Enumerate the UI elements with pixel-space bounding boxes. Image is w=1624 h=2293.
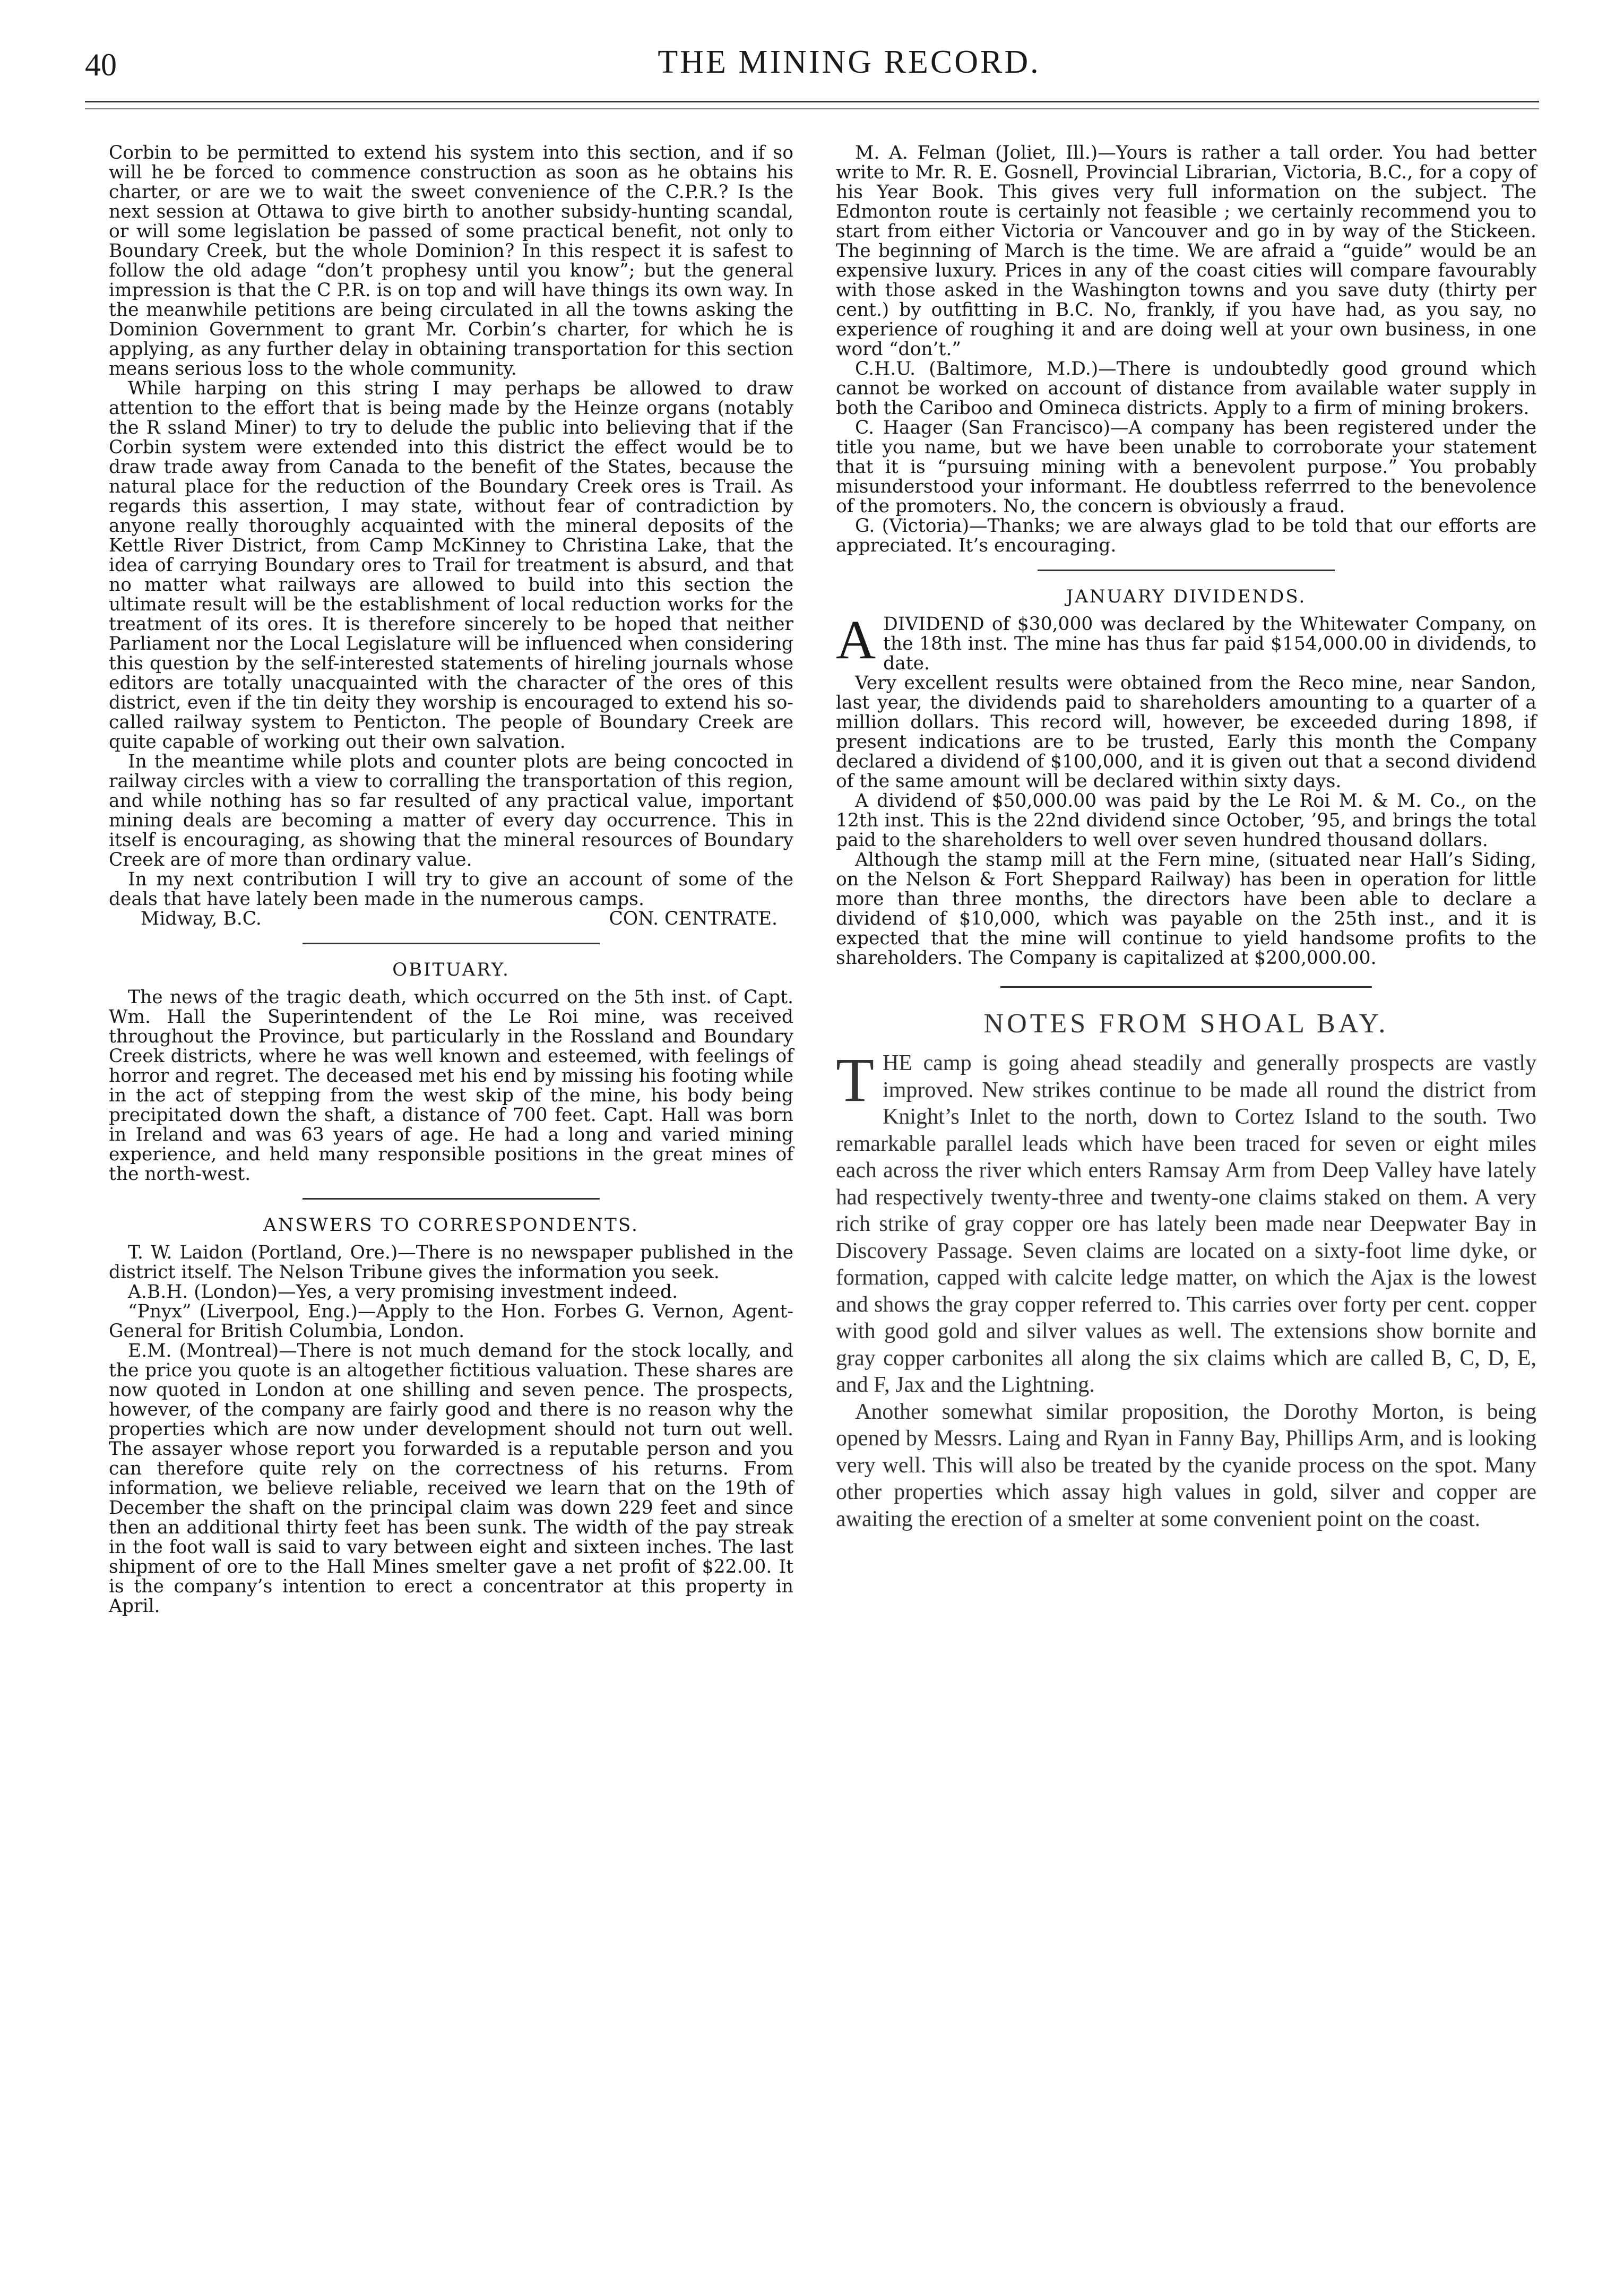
shoal-bay-lead-paragraph (836, 1045, 1536, 1399)
answer-paragraph: “Pnyx” (Liverpool, Eng.)—Apply to the Hon. Forbes G. Vernon, Agent-General for British Columbia, London. (109, 1301, 793, 1342)
answer-paragraph: E.M. (Montreal)—There is not much demand for the stock locally, and the price you quote is an altogether fictitious valuation. These shares are now quoted in London at one shilling and seven pence. The prospects, however, of the company are fairly good and there is no reason why the properties which are now under development should not turn out well. The assayer whose report you forwarded is a reputable person and you can therefore quite rely on the correctness of his returns. From information, we believe reliable, received we learn that on the 19th of December the shaft on the principal claim was down 229 feet and since then an additional thirty feet has been sunk. The width of the pay streak in the foot wall is said to vary between eight and sixteen inches. The last shipment of ore to the Hall Mines smelter gave a net profit of $22.00. It is the company’s intention to erect a concentrator at this property in April. (109, 1340, 793, 1617)
letter-signoff (109, 909, 793, 929)
letter-signature: CON. CENTRATE. (609, 908, 778, 929)
dividends-drop-cap: A (836, 609, 876, 670)
answer-paragraph: A.B.H. (London)—Yes, a very promising investment indeed. (128, 1281, 678, 1303)
dividends-lead-paragraph (836, 609, 1536, 674)
answer-paragraph: C. Haager (San Francisco)—A company has been registered under the title you name, but we have been unable to corroborate your statement that it is “pursuing mining with a benevolent purpose.” You probably misunderstood your informant. He doubtless referrred to the benevolence of the promoters. No, the concern is obviously a fraud. (836, 417, 1536, 517)
obituary-paragraph: The news of the tragic death, which occurred on the 5th inst. of Capt. Wm. Hall the Superintendent of the Le Roi mine, was received throughout the Province, but particularly in the Rossland and Boundary Creek districts, where he was well known and esteemed, with feelings of horror and regret. The deceased met his end by missing his footing while in the act of stepping from the west skip of the mine, his body being precipitated down the shaft, a distance of 700 feet. Capt. Hall was born in Ireland and was 63 years of age. He had a long and varied mining experience, and held many responsible positions in the great mines of the north-west. (109, 987, 793, 1185)
shoal-bay-title: NOTES FROM SHOAL BAY. (983, 1008, 1389, 1039)
letter-paragraph: While harping on this string I may perhaps be allowed to draw attention to the effort that is being made by the Heinze organs (notably the R ssland Miner) to try to delude the public into believing that if the Corbin system were extended into this district the effect would be to draw trade away from Canada to the benefit of the States, because the natural place for the reduction of the Boundary Creek ores is Trail. As regards this assertion, I may state, without fear of contradiction by anyone really thoroughly acquainted with the mineral deposits of the Kettle River District, from Camp McKinney to Christina Lake, that the idea of carrying Boundary ores to Trail for treatment is absurd, and that no matter what railways are allowed to build into this section the ultimate result will be the establishment of local reduction works for the treatment of its ores. It is therefore sincerely to be hoped that neither Parliament nor the Local Legislature will be influenced when considering this question by the self-interested statements of hireling journals whose editors are totally unacquainted with the character of the ores of this district, even if the tin deity they worship is encouraged to extend his so-called railway system to Penticton. The people of Boundary Creek are quite capable of working out their own salvation. (109, 378, 793, 753)
journal-title: THE MINING RECORD. (658, 44, 1041, 80)
header-rule-top (85, 101, 1539, 102)
shoal-bay-paragraph: Another somewhat similar proposition, the Dorothy Morton, is being opened by Messrs. Laing and Ryan in Fanny Bay, Phillips Arm, and is looking very well. This will also be treated by the cyanide process on the spot. Many other properties which assay high values in gold, silver and copper are awaiting the erection of a smelter at some convenient point on the coast. (836, 1399, 1536, 1531)
shoal-bay-lead-text: HE camp is going ahead steadily and generally prospects are vastly improved. New strikes continue to be made all round the district from Knight’s Inlet to the north, down to Cortez Island to the south. Two remarkable parallel leads which have been traced for seven or eight miles each across the river which enters Ramsay Arm from Deep Valley have lately had respectively twenty-three and twenty-one claims staked on them. A very rich strike of gray copper ore has lately been made near Deepwater Bay in Discovery Passage. Seven claims are located on a sixty-foot lime dyke, or formation, capped with calcite ledge matter, on which the Ajax is the lowest and shows the gray copper referred to. This carries over forty per cent. copper with good gold and silver values as well. The extensions show bornite and gray copper carbonites all along the six claims which are called B, C, D, E, and F, Jax and the Lightning. (836, 1051, 1536, 1397)
dividends-paragraph: A dividend of $50,000.00 was paid by the Le Roi M. & M. Co., on the 12th inst. This is the 22nd dividend since October, ’95, and brings the total paid to the shareholders to well over seven hundred thousand dollars. (836, 790, 1536, 851)
right-column (836, 143, 1536, 1532)
section-divider (1000, 986, 1372, 988)
left-column (109, 143, 793, 1616)
dividends-lead-text: DIVIDEND of $30,000 was declared by the Whitewater Company, on the 18th inst. The mine has thus far paid $154,000.00 in dividends, to date. (883, 614, 1536, 674)
dividends-paragraph: Very excellent results were obtained from the Reco mine, near Sandon, last year, the dividends paid to shareholders amounting to a quarter of a million dollars. This record will, however, be exceeded during 1898, if present indications are to be trusted, Early this month the Company declared a dividend of $100,000, and it is given out that a second dividend of the same amount will be declared within sixty days. (836, 673, 1536, 792)
dividends-section (836, 586, 1536, 968)
letter-article (109, 143, 793, 929)
obituary-section (109, 959, 793, 1184)
letter-paragraph: In my next contribution I will try to give an account of some of the deals that have lately been made in the numerous camps. (109, 869, 793, 910)
dividends-paragraph: Although the stamp mill at the Fern mine, (situated near Hall’s Siding, on the Nelson & Fort Sheppard Railway) has been in operation for little more than three months, the directors have been able to declare a dividend of $10,000, which was payable on the 25th inst., and it is expected that the mine will continue to yield handsome profits to the shareholders. The Company is capitalized at $200,000.00. (836, 849, 1536, 969)
dividends-title: JANUARY DIVIDENDS. (1066, 586, 1307, 607)
letter-paragraph: In the meantime while plots and counter plots are being concocted in railway circles with a view to corralling the transportation of this region, and while nothing has so far resulted of any practical value, important mining deals are becoming a matter of every day occurrence. This in itself is encouraging, as showing that the mineral resources of Boundary Creek are of more than ordinary value. (109, 751, 793, 870)
shoal-bay-drop-cap: T (836, 1045, 875, 1115)
obituary-title: OBITUARY. (392, 959, 510, 980)
page-number: 40 (85, 47, 117, 82)
shoal-bay-section (836, 1008, 1536, 1532)
answers-section (109, 1214, 793, 1616)
section-divider (303, 1198, 600, 1200)
answer-paragraph: C.H.U. (Baltimore, M.D.)—There is undoubtedly good ground which cannot be worked on account of distance from available water supply in both the Cariboo and Omineca districts. Apply to a firm of mining brokers. (836, 358, 1536, 419)
letter-paragraph: Corbin to be permitted to extend his system into this section, and if so will he be forced to commence construction as soon as he obtains his charter, or are we to wait the sweet convenience of the C.P.R.? Is the next session at Ottawa to give birth to another subsidy-hunting scandal, or will some legislation be passed of some practical benefit, not only to Boundary Creek, but the whole Dominion? In this respect it is safest to follow the old adage “don’t prophesy until you know”; but the general impression is that the C P.R. is on top and will have things its own way. In the meanwhile petitions are being circulated in all the towns asking the Dominion Government to grant Mr. Corbin’s charter, for which he is applying, as any further delay in obtaining transportation for this section means serious loss to the whole community. (109, 142, 793, 380)
answers-title: ANSWERS TO CORRESPONDENTS. (263, 1214, 639, 1236)
answer-paragraph: G. (Victoria)—Thanks; we are always glad to be told that our efforts are appreciated. It’s encouraging. (836, 515, 1536, 556)
answer-paragraph: M. A. Felman (Joliet, Ill.)—Yours is rather a tall order. You had better write to Mr. R. E. Gosnell, Provincial Librarian, Victoria, B.C., for a copy of his Year Book. This gives very full information on the subject. The Edmonton route is certainly not feasible ; we certainly recommend you to start from either Victoria or Vancouver and go in by way of the Stickeen. The beginning of March is the time. We are afraid a “guide” would be an expensive luxury. Prices in any of the coast cities will compare favourably with those asked in the Washington towns and you save duty (thirty per cent.) by outfitting in B.C. No, frankly, if you have had, as you say, no experience of roughing it and are doing well at your own business, in one word “don’t.” (836, 142, 1536, 360)
section-divider (1038, 570, 1335, 571)
answer-paragraph: T. W. Laidon (Portland, Ore.)—There is no newspaper published in the district itself. The Nelson Tribune gives the information you seek. (109, 1242, 793, 1283)
letter-place: Midway, B.C. (141, 908, 262, 929)
section-divider (303, 943, 600, 944)
header-rule-bottom (85, 108, 1539, 109)
answers-continued (836, 143, 1536, 556)
